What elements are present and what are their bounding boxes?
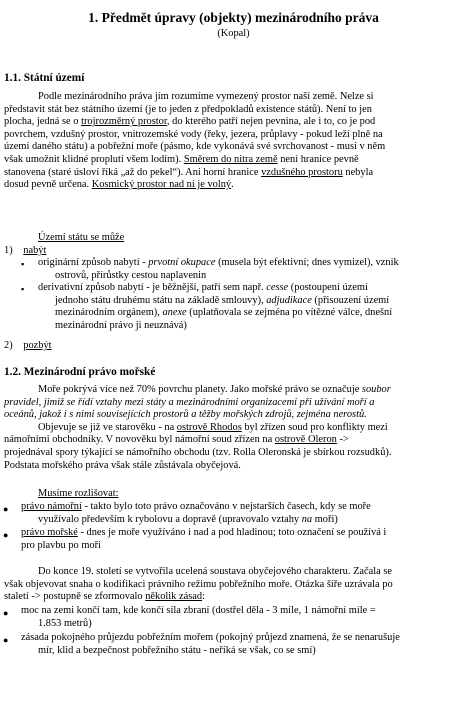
- list-label-lose: pozbýt: [23, 340, 52, 351]
- principle-cannon-shot: moc na zemi končí tam, kde končí síla zbraní (dostřel děla - 3 míle, 1 námořní míle = 1.853 metrů): [21, 605, 376, 629]
- text-line: stanovena (staré úsloví říká „až do pekel“). Ani horní hranice vzdušného prostoru nebyla: [4, 166, 374, 178]
- underlined-term: Směrem do nitra země: [183, 153, 278, 165]
- underlined-term: ostrově Rhodos: [176, 421, 242, 433]
- text-line: území daného státu) a pobřežní moře (pásmo, kde vykonává své svrchovanost - musí v něm: [4, 141, 386, 153]
- text-line: Podle mezinárodního práva jím rozumíme vymezený prostor naší země. Nelze si: [38, 91, 374, 102]
- underlined-term: vzdušného prostoru: [261, 166, 343, 178]
- underlined-term: trojrozměrný prostor: [81, 116, 167, 128]
- paragraph-codification: Do konce 19. století se vytvořila ucelená soustava obyčejového charakteru. Začala se však objevovat snaha o kodifikaci právního režimu pobřežního moře. Otázka šíře uzrávala po staletí -> postupně se zformovalo několik zásad:: [4, 566, 393, 603]
- acquisition-title: Území státu se může: [38, 232, 125, 243]
- bullet-derivative-acquisition: derivativní způsob nabytí - je běžnější, patří sem např. cesse (postoupení území jednoho státu druhému státu na základě smlouvy), adjudikace (přisouzení území mezinárodním orgánem), anexe (uplatňovala se zejména po vítězné válce, dnešní mezinárodní právo ji neuznává): [38, 282, 393, 331]
- bullet-icon: ●: [3, 635, 9, 645]
- section-heading-1-2: 1.2. Mezinárodní právo mořské: [4, 366, 156, 378]
- definition-sea-law: právo mořské - dnes je moře využíváno i nad a pod hladinou; toto označení se používá i pro plavbu po moři: [21, 527, 387, 551]
- bullet-icon: ●: [3, 530, 9, 540]
- text-line: představit stát bez státního území (je to jeden z předpokladů existence států). Není to jen: [4, 103, 372, 115]
- bullet-icon: ●: [3, 608, 9, 618]
- bullet-icon: ▪: [21, 284, 25, 294]
- bullet-icon: ▪: [21, 259, 25, 269]
- text-line: však umožnit klidné proplutí všem lodím). Směrem do nitra země není hranice pevně: [4, 153, 359, 165]
- paragraph-sea-law: Moře pokrývá více než 70% povrchu planety. Jako mořské právo se označuje soubor pravidel, jimiž se řídí vztahy mezi státy a mezinárodními organizacemi při užívání moří a oceánů, jakož i s nimi souvisejících prostorů a těžby mořských zdrojů, zejména nerostů. Objevuje se již ve starověku - na ostrově Rhodos byl zřízen soud pro konflikty mezi námořními obchodníky. V novověku byl námořní soud zřízen na ostrově Oleron -> projednával spory týkající se námořního obchodu (tzv. Rolla Oleronská je sbírkou rozsudků). Podstata mořského práva však stále zůstávala obyčejová.: [4, 384, 392, 471]
- definition-maritime-law: právo námořní - takto bylo toto právo označováno v nejstarších časech, kdy se moře využívalo především k rybolovu a dopravě (upravovalo vztahy na moři): [21, 501, 371, 525]
- underlined-term: ostrově Oleron: [274, 434, 337, 446]
- underlined-term: několik zásad: [145, 591, 203, 603]
- section-heading-1-1: 1.1. Státní území: [4, 72, 85, 84]
- underlined-term: Kosmický prostor nad ní je volný: [91, 179, 232, 191]
- list-number: 1): [4, 245, 13, 256]
- text-line: povrchem, vzdušný prostor, vnitrozemské vody (řeky, jezera, průplavy - pokud leží plně na: [4, 128, 383, 140]
- bullet-icon: ●: [3, 504, 9, 514]
- document-subtitle: (Kopal): [217, 28, 250, 39]
- text-line: dosud pevně určena. Kosmický prostor nad ní je volný.: [4, 179, 234, 191]
- principle-innocent-passage: zásada pokojného průjezdu pobřežním mořem (pokojný průjezd znamená, že se nenarušuje mír, klid a bezpečnost pobřežního státu - neříká se však, co se smí): [21, 632, 400, 656]
- list-number: 2): [4, 340, 13, 351]
- list-label-acquire: nabýt: [23, 245, 47, 256]
- list-item-2: [4, 340, 52, 353]
- list-item-1: [4, 245, 46, 258]
- distinguish-title: Musíme rozlišovat:: [38, 488, 119, 499]
- paragraph-state-territory: [4, 91, 466, 192]
- text-line: plocha, jedná se o trojrozměrný prostor, do kterého patří nejen pevnina, ale i to, co je pod: [4, 116, 376, 128]
- document-title: 1. Předmět úpravy (objekty) mezinárodního práva: [88, 10, 379, 25]
- bullet-original-acquisition: originární způsob nabytí - prvotní okupace (musela být efektivní; dnes vymizel), vznik ostrovů, přírůstky cestou naplavenin: [38, 257, 399, 281]
